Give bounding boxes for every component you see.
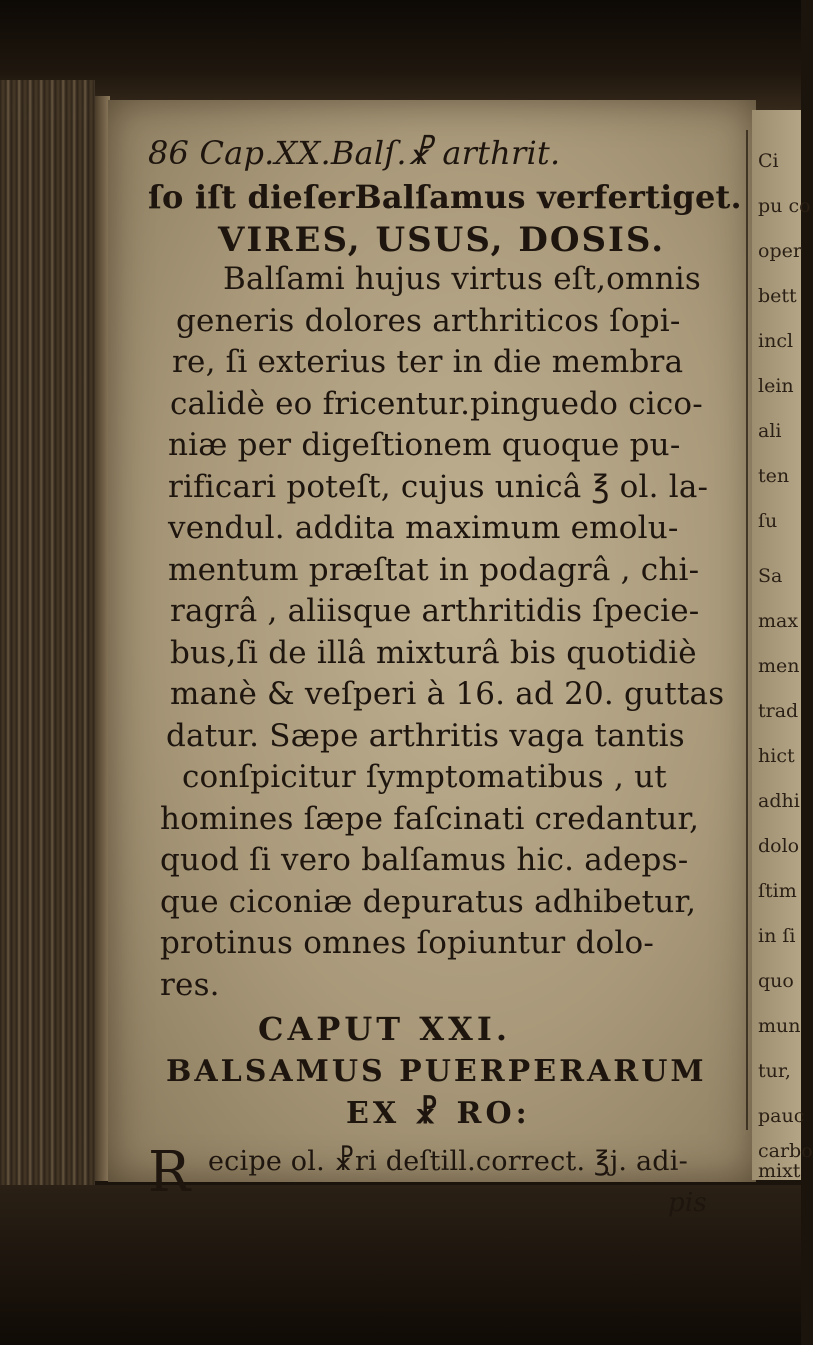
opposite-fragment: mun <box>758 1015 801 1037</box>
ex-line: EX ☧ RO: <box>346 1096 531 1131</box>
running-head: 86 Cap.XX.Balſ.☧ arthrit. <box>148 134 561 172</box>
text-line-4: generis dolores arthriticos ſopi- <box>176 302 681 339</box>
text-line-18: que ciconiæ depuratus adhibetur, <box>160 883 697 920</box>
opposite-fragment: quo <box>758 970 794 992</box>
opposite-fragment: incl <box>758 330 794 352</box>
opposite-fragment: pauc <box>758 1105 805 1127</box>
opposite-fragment: mixt <box>758 1160 801 1182</box>
text-line-8: rificari poteſt, cujus unicâ ℥ ol. la- <box>168 468 709 505</box>
opposite-fragment: tur, <box>758 1060 791 1082</box>
text-line-3: Balſami hujus virtus eſt,omnis <box>223 261 701 297</box>
chapter-title: BALSAMUS PUERPERARUM <box>166 1054 707 1089</box>
opposite-fragment: ſu <box>758 510 778 532</box>
section-heading: VIRES, USUS, DOSIS. <box>218 219 666 260</box>
text-line-17: quod ſi vero balſamus hic. adeps- <box>160 842 689 878</box>
opposite-fragment: oper <box>758 240 802 262</box>
opposite-fragment: max <box>758 610 799 632</box>
opposite-fragment: Ci <box>758 150 779 172</box>
text-line-11: ragrâ , aliisque arthritidis ſpecie- <box>170 593 700 629</box>
text-line-12: bus,ſi de illâ mixturâ bis quotidiè <box>170 634 697 671</box>
opposite-fragment: ali <box>758 420 782 442</box>
opposite-fragment: pu co <box>758 195 811 217</box>
opposite-fragment: hict <box>758 745 795 767</box>
opposite-fragment: ſtim <box>758 880 797 902</box>
text-line-1: ſo iſt dieſerBalſamus verfertiget. <box>148 178 742 216</box>
text-line-19: protinus omnes ſopiuntur dolo- <box>160 925 655 961</box>
opposite-fragment: trad <box>758 700 799 722</box>
opposite-fragment: in ſi <box>758 925 796 947</box>
text-line-13: manè & veſperi à 16. ad 20. guttas <box>170 676 725 712</box>
opposite-fragment: Sa <box>758 565 783 587</box>
recipe-first-line: ecipe ol. ☧ri deſtill.correct. ℥j. adi- <box>208 1146 688 1177</box>
chapter-lines <box>108 100 756 1182</box>
opposite-fragment: men <box>758 655 800 677</box>
dropcap-letter: R <box>148 1140 191 1205</box>
text-line-6: calidè eo fricentur.pinguedo cico- <box>170 385 703 422</box>
text-line-20: res. <box>160 966 220 1003</box>
text-line-14: datur. Sæpe arthritis vaga tantis <box>166 717 685 754</box>
text-line-9: vendul. addita maximum emolu- <box>168 510 679 546</box>
text-line-7: niæ per digeſtionem quoque pu- <box>168 427 681 463</box>
text-line-10: mentum præſtat in podagrâ , chi- <box>168 551 700 588</box>
text-line-5: re, ſi exterius ter in die membra <box>172 344 684 380</box>
text-line-15: conſpicitur ſymptomatibus , ut <box>182 759 667 795</box>
chapter-heading: CAPUT XXI. <box>258 1010 511 1048</box>
catchword: pis <box>668 1188 707 1218</box>
text-line-16: homines ſæpe faſcinati credantur, <box>160 800 700 837</box>
opposite-fragment: carbo <box>758 1140 813 1162</box>
opposite-fragment: ten <box>758 465 790 487</box>
opposite-fragment: adhi <box>758 790 800 812</box>
opposite-fragment: dolo <box>758 835 800 857</box>
opposite-fragment: bett <box>758 285 797 307</box>
opposite-fragment: lein <box>758 375 794 397</box>
